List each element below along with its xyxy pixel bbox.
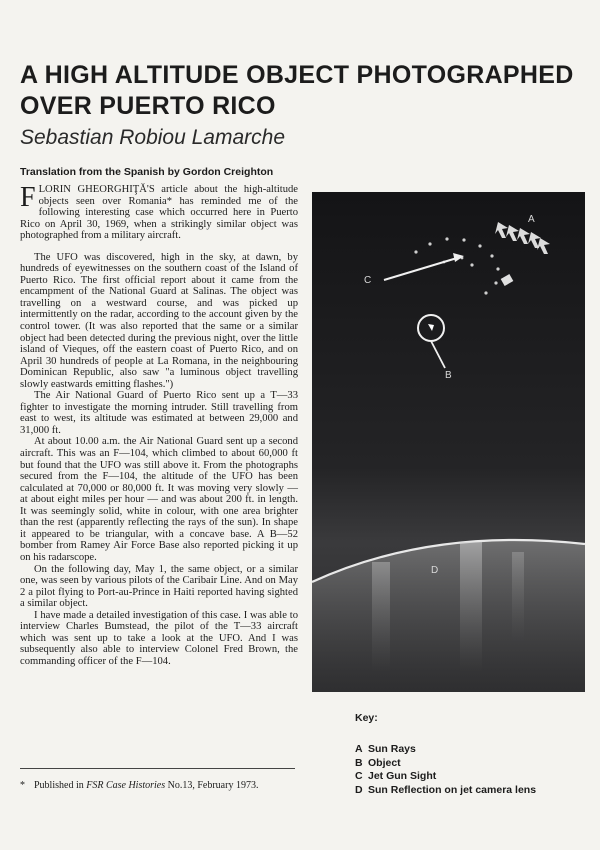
translation-credit: Translation from the Spanish by Gordon Creighton (20, 166, 274, 178)
ufo-photograph (312, 192, 585, 692)
paragraph-4: At about 10.00 a.m. the Air National Guard sent up a second aircraft. This was an F—104, which climbed to about 60,000 ft but found that the UFO was still above it. From the photographs secured from the F—104, the altitude of the UFO has been calculated at 70,000 or 80,000 ft. It was moving very slowly — at about eight miles per hour — and was about 200 ft. in length. It was seemingly solid, white in colour, with one area brighter than the rest (apparently reflecting the rays of the sun). In shape it appeared to be triangular, with a concave base. A B—52 bomber from Ramey Air Force Base also reported picking it up on his radarscope. (20, 436, 298, 563)
article-body (20, 184, 298, 667)
paragraph-1: FLORIN GHEORGHIŢĂ'S article about the high-altitude objects seen over Romania* has reminded me of the following interesting case which occurred here in Puerto Rico on April 30, 1969, when a strikingly similar object was photographed from a military aircraft. (20, 182, 298, 242)
footnote-marker: * (20, 780, 25, 791)
key-title: Key: (355, 712, 378, 724)
label-b: B (445, 370, 452, 381)
label-d: D (431, 565, 439, 576)
reflection-streak (372, 562, 390, 672)
label-c: C (364, 275, 372, 286)
drop-cap: F (20, 182, 36, 213)
label-a: A (528, 214, 535, 225)
reflection-streak (512, 552, 524, 642)
key-item-a: A Sun Rays (355, 743, 416, 755)
paragraph-2: The UFO was discovered, high in the sky, at dawn, by hundreds of eyewitnesses on the southern coast of the Island of Puerto Rico. The first official report about it came from the encampment of the National Guard at Salinas. The object was travelling on a westward course, and was picked up intermittently on the radar, according to the account given by the control tower. (It was also reported that the same or a similar object had been detected during the previous night, over the little island of Vieques, off the eastern coast of Puerto Rico, and on April 30 hundreds of people at La Romana, in the neighbouring Dominican Republic, also saw "a luminous object travelling slowly eastwards emitting flashes.") (20, 251, 298, 390)
key-item-b: B Object (355, 756, 401, 769)
key-item-d: D Sun Reflection on jet camera lens (355, 783, 537, 796)
footnote-divider (20, 768, 295, 769)
footnote-publication: FSR Case Histories (86, 780, 166, 791)
footnote: * Published in FSR Case Histories No.13, February 1973. (20, 780, 259, 791)
reflection-streak (460, 542, 482, 672)
paragraph-3: The Air National Guard of Puerto Rico sent up a T—33 fighter to investigate the morning intruder. Still travelling from east to west, its altitude was estimated at between 29,000 and 31,000 ft. (20, 390, 298, 436)
key-item-c: C Jet Gun Sight (355, 770, 437, 782)
paragraph-5: On the following day, May 1, the same object, or a similar one, was seen by various pilots of the Caribair Line. And on May 2 a pilot flying to Port-au-Prince in Haiti reported having sighted a similar object. (20, 563, 298, 610)
paragraph-6: I have made a detailed investigation of this case. I was able to interview Charles Bumstead, the pilot of the T—33 aircraft which was sent up to take a look at the UFO. And I was subsequently also able to interview Colonel Fred Brown, the commanding officer of the F—104. (20, 609, 298, 667)
author-name: Sebastian Robiou Lamarche (20, 126, 286, 149)
article-title: A HIGH ALTITUDE OBJECT PHOTOGRAPHED OVER PUERTO RICO (20, 61, 574, 120)
photo-key (355, 712, 595, 797)
